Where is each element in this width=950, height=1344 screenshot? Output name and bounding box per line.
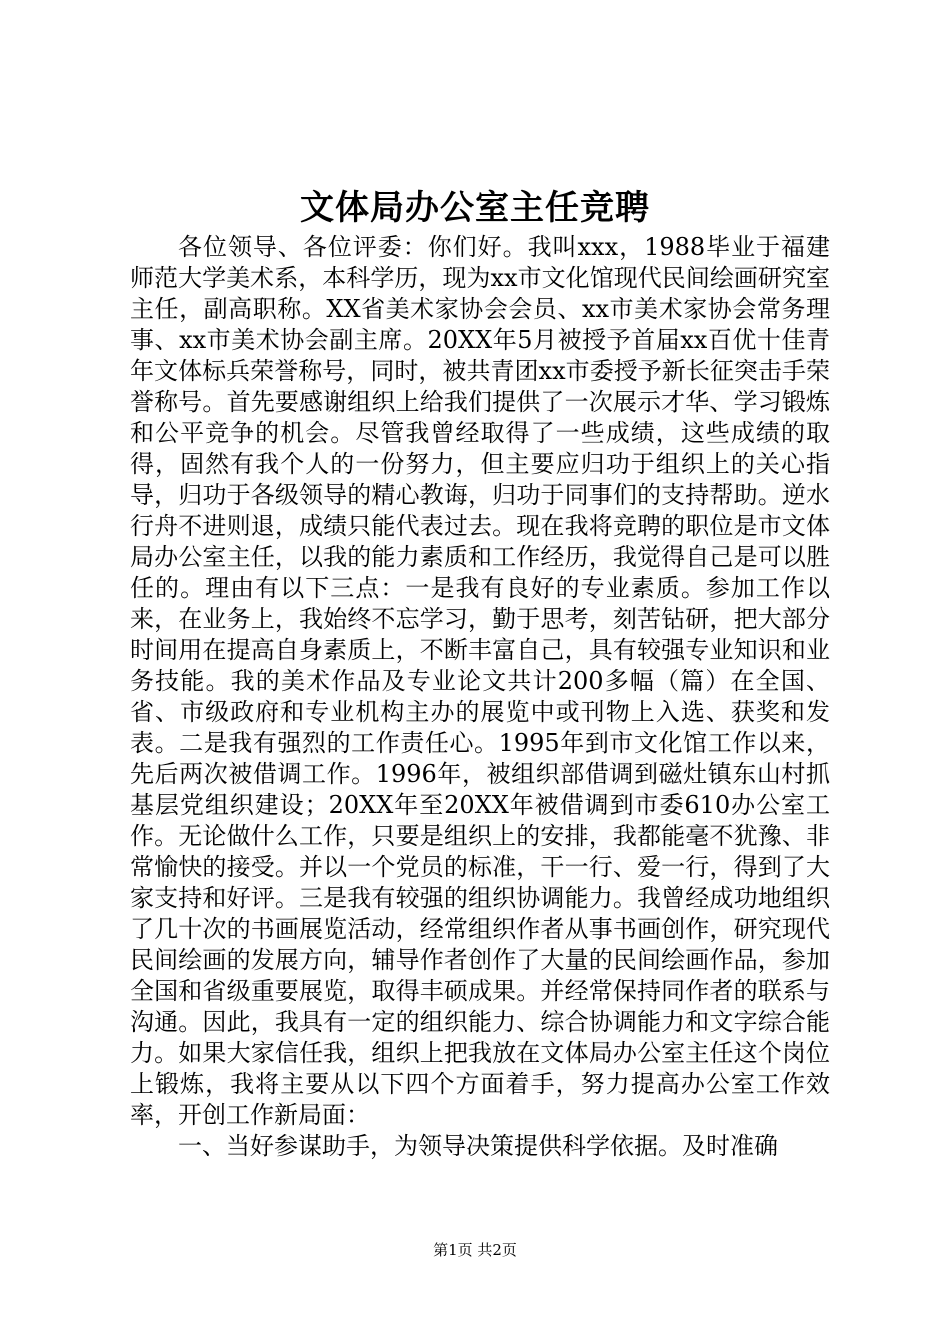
body-paragraph: 一、当好参谋助手，为领导决策提供科学依据。及时准确 [178, 1132, 778, 1160]
document-body [130, 232, 830, 1162]
body-paragraph: 各位领导、各位评委：你们好。我叫xxx，1988毕业于福建师范大学美术系，本科学历，现为xx市文化馆现代民间绘画研究室主任，副高职称。XX省美术家协会会员、xx市美术家协会常务理事、xx市美术协会副主席。20XX年5月被授予首届xx百优十佳青年文体标兵荣誉称号，同时，被共青团xx市委授予新长征突击手荣誉称号。首先要感谢组织上给我们提供了一次展示才华、学习锻炼和公平竞争的机会。尽管我曾经取得了一些成绩，这些成绩的取得，固然有我个人的一份努力，但主要应归功于组织上的关心指导，归功于各级领导的精心教诲，归功于同事们的支持帮助。逆水行舟不进则退，成绩只能代表过去。现在我将竞聘的职位是市文体局办公室主任，以我的能力素质和工作经历，我觉得自己是可以胜任的。理由有以下三点：一是我有良好的专业素质。参加工作以来，在业务上，我始终不忘学习，勤于思考，刻苦钻研，把大部分时间用在提高自身素质上，不断丰富自己，具有较强专业知识和业务技能。我的美术作品及专业论文共计200多幅（篇）在全国、省、市级政府和专业机构主办的展览中或刊物上入选、获奖和发表。二是我有强烈的工作责任心。1995年到市文化馆工作以来，先后两次被借调工作。1996年，被组织部借调到磁灶镇东山村抓基层党组织建设；20XX年至20XX年被借调到市委610办公室工作。无论做什么工作，只要是组织上的安排，我都能毫不犹豫、非常愉快的接受。并以一个党员的标准，干一行、爱一行，得到了大家支持和好评。三是我有较强的组织协调能力。我曾经成功地组织了几十次的书画展览活动，经常组织作者从事书画创作，研究现代民间绘画的发展方向，辅导作者创作了大量的民间绘画作品，参加全国和省级重要展览，取得丰硕成果。并经常保持同作者的联系与沟通。因此，我具有一定的组织能力、综合协调能力和文字综合能力。如果大家信任我，组织上把我放在文体局办公室主任这个岗位上锻炼，我将主要从以下四个方面着手，努力提高办公室工作效率，开创工作新局面： [130, 233, 830, 1129]
document-title: 文体局办公室主任竞聘 [300, 188, 650, 228]
page-footer: 第1页 共2页 [433, 1241, 517, 1259]
